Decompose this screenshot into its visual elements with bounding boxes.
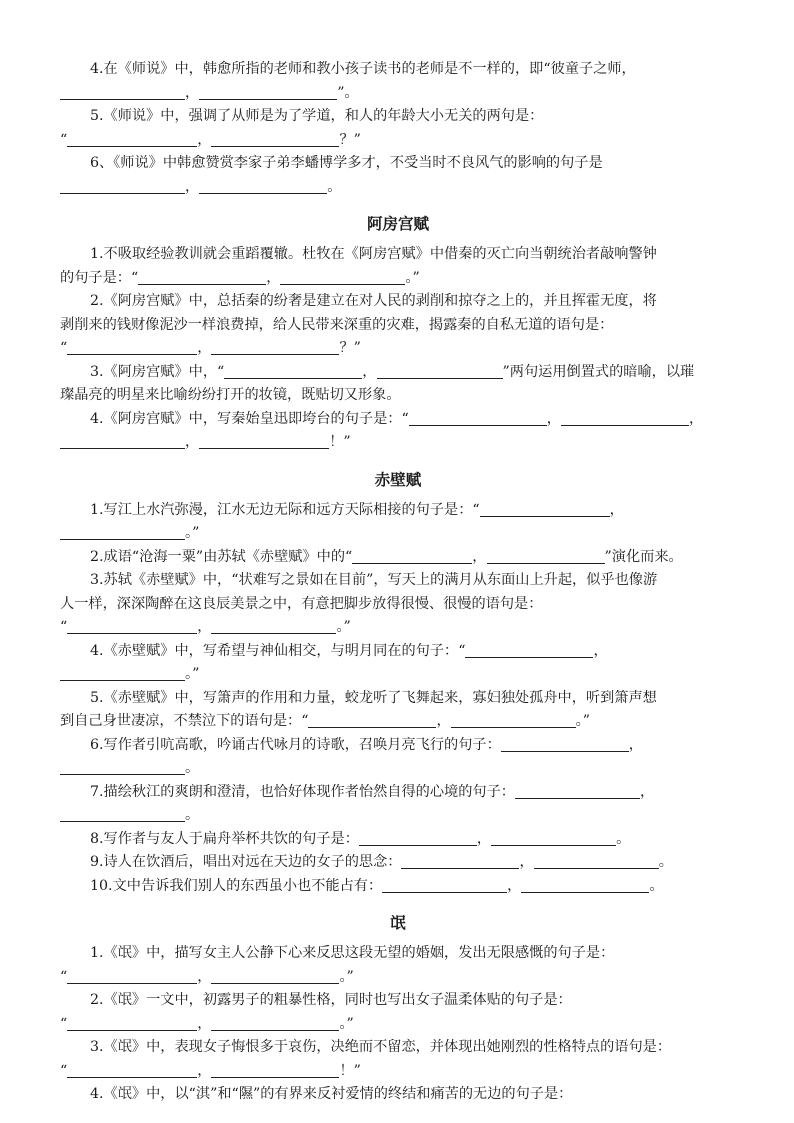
question-text: 到自己身世凄凉，不禁泣下的语句是：“ (60, 713, 309, 729)
chibi-q7 (60, 781, 736, 828)
closing-punct: 。 (185, 807, 200, 823)
question-text: 2.《阿房宫赋》中，总括秦的纷奢是建立在对人民的剥削和掠夺之上的，并且挥霍无度，将 (90, 293, 657, 309)
chibi-q3 (60, 569, 736, 640)
worksheet-page (60, 58, 736, 1107)
answer-blank[interactable] (60, 665, 185, 681)
closing-punct: 。 (185, 760, 200, 776)
answer-blank[interactable] (211, 339, 339, 355)
comma: ， (688, 410, 704, 427)
question-text: 4.《氓》中，以“淇”和“隰”的有界来反衬爱情的终结和痛苦的无边的句子是： (90, 1086, 573, 1102)
answer-blank[interactable] (60, 433, 185, 449)
question-text: 的句子是：“ (60, 269, 139, 286)
question-text: 3.苏轼《赤壁赋》中，“状难写之景如在目前”，写天上的满月从东面山上升起，似乎也像游 (90, 572, 658, 588)
afang-q4 (60, 408, 736, 455)
section-title-meng: 氓 (390, 913, 406, 932)
comma: ， (519, 854, 534, 870)
closing-punct: ？” (339, 131, 361, 148)
closing-punct: ”。 (337, 84, 359, 101)
open-quote: “ (60, 619, 68, 635)
answer-blank[interactable] (67, 131, 197, 147)
answer-blank[interactable] (409, 410, 547, 426)
section-title-chibifu: 赤壁赋 (374, 469, 422, 489)
closing-punct: 。 (327, 178, 342, 195)
answer-blank[interactable] (465, 642, 593, 658)
answer-blank[interactable] (211, 1015, 339, 1031)
answer-blank[interactable] (199, 84, 337, 100)
comma: ， (476, 830, 492, 847)
question-text: 1.写江上水汽弥漫，江水无边无际和远方天际相接的句子是：“ (90, 501, 480, 518)
open-quote: “ (60, 1062, 68, 1079)
answer-blank[interactable] (521, 877, 649, 893)
answer-blank[interactable] (60, 524, 185, 540)
answer-blank[interactable] (501, 736, 629, 752)
answer-blank[interactable] (377, 363, 503, 379)
answer-blank[interactable] (401, 853, 519, 869)
shishuo-q6 (60, 152, 736, 199)
answer-blank[interactable] (199, 433, 329, 449)
answer-blank[interactable] (534, 853, 659, 869)
answer-blank[interactable] (67, 1015, 197, 1031)
comma: ， (197, 619, 212, 635)
question-text: 7.描绘秋江的爽朗和澄清，也恰好体现作者怡然自得的心境的句子： (90, 783, 515, 800)
question-text: 4.在《师说》中，韩愈所指的老师和教小孩子读书的老师是不一样的，即“彼童子之师， (90, 61, 636, 77)
comma: ， (185, 84, 200, 101)
meng-q2 (60, 989, 736, 1036)
answer-blank[interactable] (382, 877, 507, 893)
answer-blank[interactable] (352, 548, 472, 564)
question-text: 人一样，深深陶醉在这良辰美景之中，有意把脚步放得很慢、很慢的语句是： (60, 595, 543, 612)
chibi-q9 (60, 851, 736, 875)
open-quote: “ (60, 340, 68, 356)
afang-q2 (60, 290, 736, 361)
question-text: 1.《氓》中，描写女主人公静下心来反思这段无望的婚姻，发出无限感慨的句子是： (90, 945, 615, 961)
section-title-afanggongfu: 阿房宫赋 (366, 214, 429, 233)
comma: ， (593, 642, 608, 659)
comma: ， (639, 783, 655, 800)
answer-blank[interactable] (480, 501, 610, 517)
answer-blank[interactable] (451, 712, 576, 728)
closing-punct: 。 (616, 830, 631, 847)
closing-punct: 。 (649, 877, 664, 894)
chibi-q2 (60, 546, 736, 570)
meng-q1 (60, 942, 736, 989)
chibi-q5 (60, 687, 736, 734)
closing-punct: 。” (185, 525, 200, 541)
open-quote: “ (60, 1015, 68, 1032)
comma: ， (609, 501, 624, 518)
closing-punct: ！” (339, 1062, 361, 1079)
answer-blank[interactable] (561, 410, 689, 426)
shishuo-q5 (60, 105, 736, 152)
question-text: 6.写作者引吭高歌，吟诵古代咏月的诗歌，召唤月亮飞行的句子： (90, 736, 501, 753)
afang-q3 (60, 361, 736, 408)
answer-blank[interactable] (67, 339, 197, 355)
chibi-q8 (60, 828, 736, 852)
comma: ， (362, 363, 377, 380)
closing-punct: 。” (405, 269, 420, 286)
answer-blank[interactable] (491, 830, 616, 846)
answer-blank[interactable] (60, 84, 185, 100)
question-text: 剥削来的钱财像泥沙一样浪费掉，给人民带来深重的灾难，揭露秦的自私无道的语句是： (60, 316, 614, 333)
comma: ， (266, 269, 281, 286)
comma: ， (507, 877, 522, 894)
afang-q1 (60, 243, 736, 290)
question-text: 3.《氓》中，表现女子悔恨多于哀伤，决绝而不留恋，并体现出她刚烈的性格特点的语句是： (90, 1039, 672, 1055)
chibi-q6 (60, 734, 736, 781)
question-text: 10.文中告诉我们别人的东西虽小也不能占有： (90, 877, 383, 894)
comma: ， (472, 548, 487, 565)
answer-blank[interactable] (60, 759, 185, 775)
closing-punct: ！” (329, 434, 351, 450)
question-text: 8.写作者与友人于扁舟举杯共饮的句子是： (90, 830, 359, 847)
meng-q4 (60, 1083, 736, 1107)
comma: ， (197, 131, 212, 148)
closing-punct: 。” (339, 968, 354, 985)
answer-blank[interactable] (211, 618, 336, 634)
comma: ， (185, 178, 200, 195)
question-text: ”演化而来。 (604, 548, 683, 565)
comma: ， (197, 968, 212, 985)
question-text: 5.《赤壁赋》中，写箫声的作用和力量，蛟龙听了飞舞起来，寡妇独处孤舟中，听到箫声想 (90, 689, 657, 706)
question-text: 9.诗人在饮酒后，唱出对远在天边的女子的思念： (90, 854, 402, 870)
question-text: 2.《氓》一文中，初露男子的粗暴性格，同时也写出女子温柔体贴的句子是： (90, 992, 572, 1008)
answer-blank[interactable] (487, 548, 605, 564)
closing-punct: 。” (185, 666, 200, 682)
question-text: 4.《赤壁赋》中，写希望与神仙相交，与明月同在的句子：“ (90, 642, 466, 659)
answer-blank[interactable] (211, 968, 339, 984)
chibi-q1 (60, 499, 736, 546)
answer-blank[interactable] (60, 178, 185, 194)
shishuo-q4 (60, 58, 736, 105)
chibi-q4 (60, 640, 736, 687)
question-text: 6、《师说》中韩愈赞赏李家子弟李蟠博学多才，不受当时不良风气的影响的句子是 (90, 155, 603, 171)
answer-blank[interactable] (138, 269, 266, 285)
comma: ， (197, 340, 212, 356)
closing-punct: 。” (336, 619, 351, 635)
closing-punct: 。 (658, 854, 673, 870)
comma: ， (197, 1062, 212, 1079)
answer-blank[interactable] (67, 968, 197, 984)
answer-blank[interactable] (211, 131, 339, 147)
question-text: 3.《阿房宫赋》中，“ (90, 363, 225, 380)
question-text: 2.成语“沧海一粟”由苏轼《赤壁赋》中的“ (90, 548, 353, 565)
answer-blank[interactable] (60, 806, 185, 822)
question-text: 5.《师说》中，强调了从师是为了学道，和人的年龄大小无关的两句是： (90, 108, 544, 124)
meng-q3 (60, 1036, 736, 1083)
comma: ， (546, 410, 561, 427)
question-text: 璨晶亮的明星来比喻纷纷打开的妆镜，既贴切又形象。 (60, 387, 401, 403)
answer-blank[interactable] (280, 269, 405, 285)
comma: ， (628, 736, 643, 753)
answer-blank[interactable] (67, 1062, 197, 1078)
chibi-q10 (60, 875, 736, 899)
answer-blank[interactable] (359, 830, 477, 846)
open-quote: “ (60, 968, 68, 985)
question-text: 1.不吸取经验教训就会重蹈覆辙。杜牧在《阿房宫赋》中借秦的灭亡向当朝统治者敲响警钟 (90, 246, 657, 262)
closing-punct: 。” (339, 1015, 354, 1032)
answer-blank[interactable] (308, 712, 436, 728)
comma: ， (436, 713, 451, 729)
comma: ， (197, 1015, 212, 1032)
answer-blank[interactable] (224, 363, 362, 379)
closing-punct: 。” (575, 713, 590, 729)
answer-blank[interactable] (67, 618, 197, 634)
closing-punct: ？” (339, 340, 361, 356)
comma: ， (185, 434, 200, 450)
open-quote: “ (60, 131, 68, 148)
answer-blank[interactable] (199, 178, 327, 194)
question-text: 4.《阿房宫赋》中，写秦始皇迅即垮台的句子是：“ (90, 410, 409, 427)
question-text: ”两句运用倒置式的暗喻，以璀 (502, 363, 695, 380)
answer-blank[interactable] (515, 783, 640, 799)
answer-blank[interactable] (211, 1062, 339, 1078)
